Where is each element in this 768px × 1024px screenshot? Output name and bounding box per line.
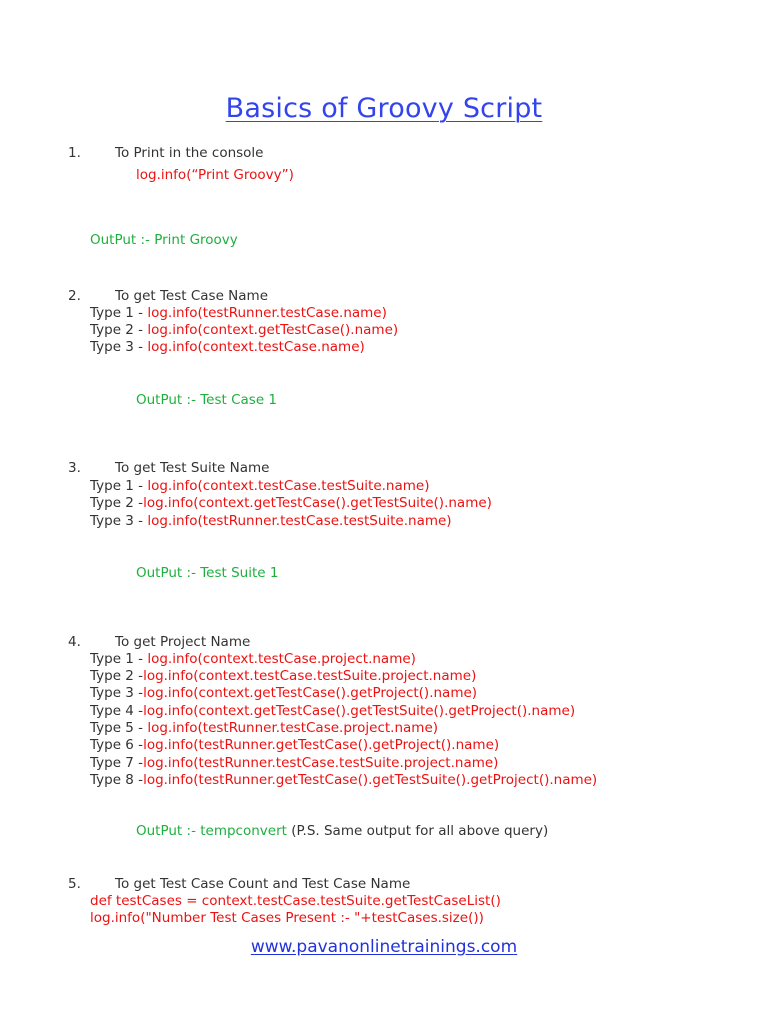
section-4-output: OutPut :- tempconvert bbox=[136, 823, 287, 839]
section-5-code-line-1: def testCases = context.testCase.testSuite.getTestCaseList() bbox=[90, 893, 501, 909]
type-code: log.info(context.getTestCase().getProject().name) bbox=[143, 685, 478, 701]
section-2-number: 2. bbox=[68, 288, 81, 304]
section-2-type-1 bbox=[90, 305, 387, 322]
type-label: Type 2 - bbox=[90, 322, 148, 338]
type-label: Type 3 - bbox=[90, 513, 148, 529]
page-title: Basics of Groovy Script bbox=[225, 93, 543, 124]
type-code: log.info(context.testCase.testSuite.name) bbox=[147, 478, 430, 494]
section-3-type-3 bbox=[90, 513, 452, 530]
section-3-type-2 bbox=[90, 495, 492, 512]
section-1-code: log.info(“Print Groovy”) bbox=[136, 167, 294, 183]
type-label: Type 4 - bbox=[90, 703, 144, 719]
section-1-number: 1. bbox=[68, 145, 81, 161]
section-4-type-6 bbox=[90, 737, 499, 754]
type-code: log.info(context.testCase.project.name) bbox=[147, 651, 416, 667]
section-3-output: OutPut :- Test Suite 1 bbox=[136, 565, 279, 581]
footer-link[interactable]: www.pavanonlinetrainings.com bbox=[250, 937, 518, 957]
section-4-type-7 bbox=[90, 755, 498, 772]
type-code: log.info(context.testCase.name) bbox=[147, 339, 365, 355]
type-code: log.info(testRunner.getTestCase().getProject().name) bbox=[143, 737, 500, 753]
type-code: log.info(context.testCase.testSuite.project.name) bbox=[143, 668, 477, 684]
type-label: Type 8 - bbox=[90, 772, 144, 788]
type-code: log.info(context.getTestCase().name) bbox=[147, 322, 399, 338]
type-code: log.info(testRunner.testCase.name) bbox=[147, 305, 387, 321]
type-label: Type 3 - bbox=[90, 339, 148, 355]
type-code: log.info(testRunner.getTestCase().getTestSuite().getProject().name) bbox=[143, 772, 598, 788]
section-4-type-1 bbox=[90, 651, 416, 668]
section-4-type-2 bbox=[90, 668, 476, 685]
type-code: log.info(testRunner.testCase.testSuite.name) bbox=[147, 513, 452, 529]
section-5-heading: To get Test Case Count and Test Case Name bbox=[115, 876, 411, 892]
type-label: Type 2 - bbox=[90, 495, 144, 511]
section-1-output: OutPut :- Print Groovy bbox=[90, 232, 238, 248]
section-3-number: 3. bbox=[68, 460, 81, 476]
section-1-heading: To Print in the console bbox=[115, 145, 264, 161]
section-4-output-note: (P.S. Same output for all above query) bbox=[286, 823, 549, 839]
section-2-type-3 bbox=[90, 339, 365, 356]
section-4-type-8 bbox=[90, 772, 597, 789]
type-label: Type 7 - bbox=[90, 755, 144, 771]
type-code: log.info(context.getTestCase().getTestSuite().name) bbox=[143, 495, 492, 511]
type-label: Type 2 - bbox=[90, 668, 144, 684]
type-code: log.info(context.getTestCase().getTestSuite().getProject().name) bbox=[143, 703, 576, 719]
type-code: log.info(testRunner.testCase.project.name) bbox=[147, 720, 439, 736]
section-2-output: OutPut :- Test Case 1 bbox=[136, 392, 278, 408]
section-5-code-line-2: log.info("Number Test Cases Present :- "+testCases.size()) bbox=[90, 910, 484, 926]
section-4-type-3 bbox=[90, 685, 477, 702]
section-4-number: 4. bbox=[68, 634, 81, 650]
section-2-type-2 bbox=[90, 322, 398, 339]
section-4-type-4 bbox=[90, 703, 575, 720]
section-3-type-1 bbox=[90, 478, 429, 495]
type-label: Type 5 - bbox=[90, 720, 148, 736]
section-2-heading: To get Test Case Name bbox=[115, 288, 268, 304]
section-4-output-line bbox=[136, 823, 548, 840]
type-label: Type 6 - bbox=[90, 737, 144, 753]
type-label: Type 1 - bbox=[90, 651, 148, 667]
type-label: Type 3 - bbox=[90, 685, 144, 701]
section-3-heading: To get Test Suite Name bbox=[115, 460, 270, 476]
type-label: Type 1 - bbox=[90, 305, 148, 321]
section-5-number: 5. bbox=[68, 876, 81, 892]
type-label: Type 1 - bbox=[90, 478, 148, 494]
section-4-type-5 bbox=[90, 720, 438, 737]
section-4-heading: To get Project Name bbox=[115, 634, 251, 650]
type-code: log.info(testRunner.testCase.testSuite.project.name) bbox=[143, 755, 499, 771]
